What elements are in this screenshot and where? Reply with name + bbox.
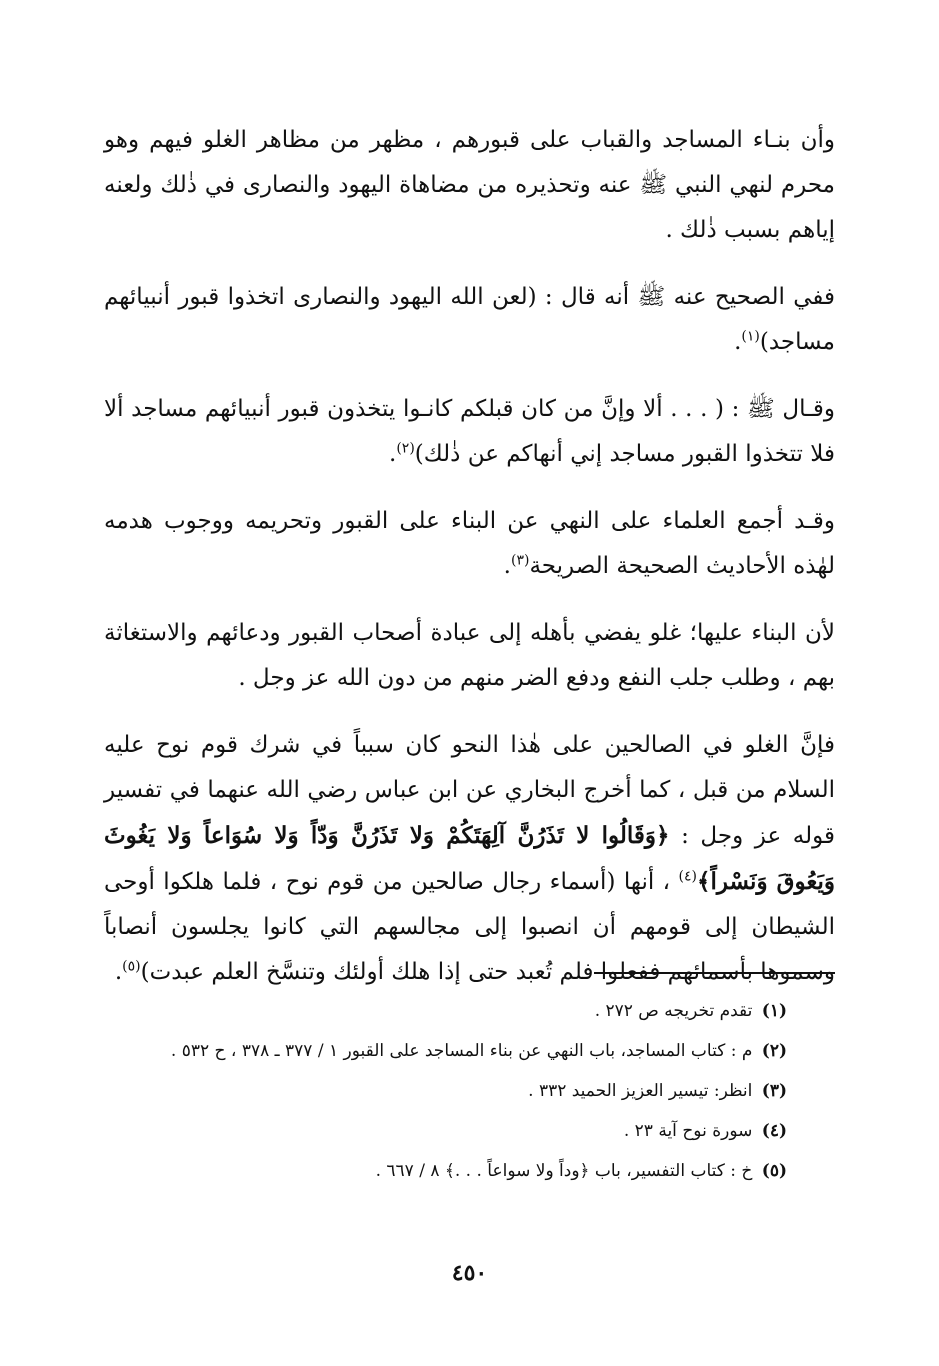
paragraph-6	[104, 723, 835, 995]
paragraph-6-intro: فإنَّ الغلو في الصالحين على هٰذا النحو كان سبباً في شرك قوم نوح عليه السلام من قبل ، كما أخرج البخاري عن ابن عباس رضي الله عنهما في تفسير قوله عز وجل :	[104, 732, 835, 849]
footnote-4	[104, 1115, 835, 1147]
footnote-marker-3[interactable]: (٣)	[510, 552, 530, 569]
footnote-marker-1[interactable]: (١)	[741, 328, 760, 345]
paragraph-5	[104, 611, 835, 701]
paragraph-6-text: ، أنها (أسماء رجال صالحين من قوم نوح ، فلما هلكوا أوحى الشيطان إلى قومهم أن انصبوا إلى مجالسهم التي كانوا يجلسون أنصاباً وسموها بأسمائهم ففعلوا فلم تُعبد حتى إذا هلك أولئك وتنسَّخ العلم عبدت)	[104, 869, 835, 985]
footnote-number: (٥)	[761, 1161, 787, 1181]
paragraph-3-text: وقـال ﷺ : ( . . . ألا وإنَّ من كان قبلكم كانـوا يتخذون قبور أنبيائهم مساجد ألا فلا تتخذوا القبور مساجد إني أنهاكم عن ذٰلك)	[104, 396, 835, 467]
footnote-2	[104, 1035, 835, 1067]
footnote-marker-5[interactable]: (٥)	[122, 958, 141, 975]
footnote-number: (٤)	[761, 1121, 787, 1141]
footnote-number: (٢)	[761, 1041, 787, 1061]
footnote-separator	[594, 972, 835, 974]
footnote-marker-4[interactable]: (٤)	[678, 868, 697, 885]
paragraph-4-text: وقـد أجمع العلماء على النهي عن البناء على القبور وتحريمه ووجوب هدمه لهٰذه الأحاديث الصحيحة الصريحة	[104, 508, 835, 579]
footnote-text: سورة نوح آية ٢٣ .	[623, 1121, 753, 1141]
footnote-number: (٣)	[761, 1081, 787, 1101]
paragraph-1	[104, 118, 835, 253]
footnote-text: انظر: تيسير العزيز الحميد ٣٣٢ .	[528, 1081, 753, 1101]
paragraph-4	[104, 499, 835, 589]
footnotes-section	[104, 995, 835, 1195]
page-number: ٤٥٠	[451, 1260, 488, 1286]
quran-verse: ﴿وَقَالُوا لا تَذَرُنَّ آلِهَتَكُمْ وَلا تَذَرُنَّ وَدّاً وَلا سُوَاعاً وَلا يَغُوثَ وَيَعُوقَ وَنَسْراً﴾	[104, 822, 835, 895]
paragraph-3-tail: .	[389, 441, 397, 467]
paragraph-2-text: ففي الصحيح عنه ﷺ أنه قال : (لعن الله اليهود والنصارى اتخذوا قبور أنبيائهم مساجد)	[104, 284, 835, 355]
paragraph-1-text: وأن بنـاء المساجد والقباب على قبورهم ، مظهر من مظاهر الغلو فيهم وهو محرم لنهي النبي ﷺ عنه وتحذيره من مضاهاة اليهود والنصارى في ذٰلك ولعنه إياهم بسبب ذٰلك .	[104, 127, 835, 243]
footnote-text: تقدم تخريجه ص ٢٧٢ .	[594, 1001, 753, 1021]
main-text-body	[104, 118, 835, 1017]
footnote-1	[104, 995, 835, 1027]
footnote-text: م : كتاب المساجد، باب النهي عن بناء المساجد على القبور ١ / ٣٧٧ ـ ٣٧٨ ، ح ٥٣٢ .	[170, 1041, 753, 1061]
paragraph-2-tail: .	[734, 329, 742, 355]
footnote-text: خ : كتاب التفسير، باب ﴿وداً ولا سواعاً . . .﴾ ٨ / ٦٦٧ .	[375, 1161, 753, 1181]
paragraph-3	[104, 387, 835, 477]
footnote-number: (١)	[761, 1001, 787, 1021]
paragraph-4-tail: .	[503, 553, 511, 579]
paragraph-2	[104, 275, 835, 365]
paragraph-6-tail: .	[114, 959, 123, 985]
footnote-5	[104, 1155, 835, 1187]
paragraph-5-text: لأن البناء عليها؛ غلو يفضي بأهله إلى عبادة أصحاب القبور ودعائهم والاستغاثة بهم ، وطلب جلب النفع ودفع الضر منهم من دون الله عز وجل .	[104, 620, 835, 691]
footnote-marker-2[interactable]: (٢)	[396, 440, 415, 457]
footnote-3	[104, 1075, 835, 1107]
